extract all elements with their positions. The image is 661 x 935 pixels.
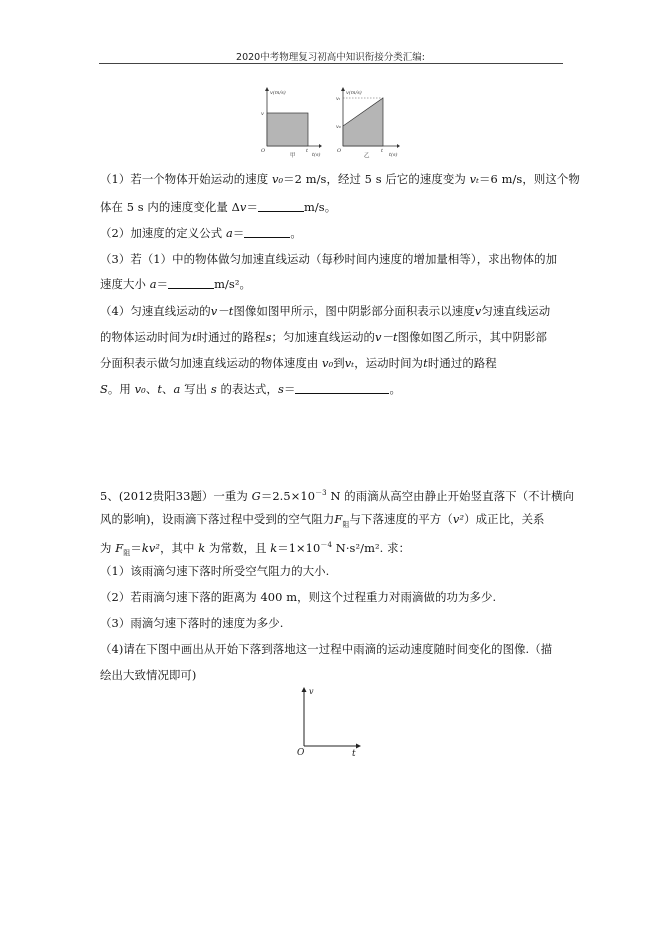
- y-axis-label-jia: v(m/s): [270, 90, 286, 96]
- vt-tick-label-yi: vₜ: [336, 96, 341, 102]
- origin-label-jia: O: [261, 148, 266, 154]
- p4-q4-line3: 分面积表示做匀加速直线运动的物体速度由 v₀到vₜ，运动时间为t时通过的路程: [100, 356, 497, 370]
- graph-jia: [261, 87, 322, 158]
- t-tick-label-yi: t: [381, 148, 384, 154]
- t-tick-label-jia: t: [306, 148, 309, 154]
- x-axis-label-jia: t(s): [312, 152, 321, 158]
- p5-q3-line: （3）雨滴匀速下落时的速度为多少.: [100, 616, 284, 630]
- header-rule: [99, 63, 563, 64]
- v-tick-label-jia: v: [261, 111, 264, 117]
- shaded-area-jia: [267, 113, 308, 146]
- origin-label-yi: O: [337, 148, 342, 154]
- p4-q1-line2: 体在 5 s 内的速度变化量 Δv＝ m/s。: [100, 200, 337, 214]
- answer-blank-delta-v[interactable]: [258, 201, 304, 212]
- p4-q4-line1: （4）匀速直线运动的v－t图像如图甲所示，图中阴影部分面积表示以速度v匀速直线运动: [100, 304, 551, 318]
- answer-blank-accel-value[interactable]: [168, 278, 214, 289]
- p4-q4-line2: 的物体运动时间为t时通过的路程s；匀加速直线运动的v－t图像如图乙所示，其中阴影部: [100, 330, 548, 344]
- p4-q3-line1: （3）若（1）中的物体做匀加速直线运动（每秒时间内速度的增加量相等），求出物体的加: [100, 252, 558, 266]
- p5-q2-line: （2）若雨滴匀速下落的距离为 400 m，则这个过程重力对雨滴做的功为多少.: [100, 590, 497, 604]
- shaded-area-yi: [343, 98, 383, 146]
- p5-q4-line1: （4)请在下图中画出从开始下落到落地这一过程中雨滴的运动速度随时间变化的图像.（描: [100, 642, 553, 656]
- p5-q4-line2: 绘出大致情况即可): [100, 668, 197, 682]
- p4-q1-line1: （1）若一个物体开始运动的速度 v₀＝2 m/s，经过 5 s 后它的速度变为 vₜ＝6 m/s，则这个物: [100, 172, 580, 186]
- caption-jia: 甲: [290, 153, 296, 158]
- p5-intro-line2: 风的影响)，设雨滴下落过程中受到的空气阻力$F_阻$与下落速度的平方（v²）成正比，关系: [100, 512, 545, 529]
- p5-intro-line3: 为 $F_阻=kv^2$，其中 k 为常数，且 $k=1\times 10^{-4}$ N·s²/m². 求：: [100, 540, 411, 558]
- answer-graph-origin-label: O: [297, 748, 305, 757]
- x-axis-label-yi: t(s): [389, 152, 398, 158]
- caption-yi: 乙: [364, 153, 370, 158]
- y-axis-label-yi: v(m/s): [346, 90, 362, 96]
- vt-graphs-figure: [255, 86, 405, 158]
- p5-intro-line1: 5、(2012贵阳33题）一重为 $G=2.5\times 10^{-3}$ N 的雨滴从高空由静止开始竖直落下（不计横向: [100, 488, 575, 503]
- v0-tick-label-yi: v₀: [336, 124, 341, 130]
- answer-blank-accel-formula[interactable]: [244, 227, 290, 238]
- page-header: 2020中考物理复习初高中知识衔接分类汇编:: [236, 52, 425, 63]
- answer-graph-x-label: t: [352, 749, 356, 757]
- answer-graph-axes[interactable]: [296, 685, 364, 757]
- answer-blank-s-expression[interactable]: [295, 383, 389, 394]
- p4-q3-line2: 速度大小 a＝ m/s²。: [100, 277, 252, 291]
- graph-yi: [336, 87, 400, 158]
- p5-q1-line: （1）该雨滴匀速下落时所受空气阻力的大小.: [100, 564, 330, 578]
- p4-q4-line4: S。用 v₀、t、a 写出 s 的表达式，s＝ 。: [100, 382, 401, 396]
- p4-q2-line: （2）加速度的定义公式 a＝ 。: [100, 226, 302, 240]
- answer-graph-y-label: v: [309, 687, 314, 696]
